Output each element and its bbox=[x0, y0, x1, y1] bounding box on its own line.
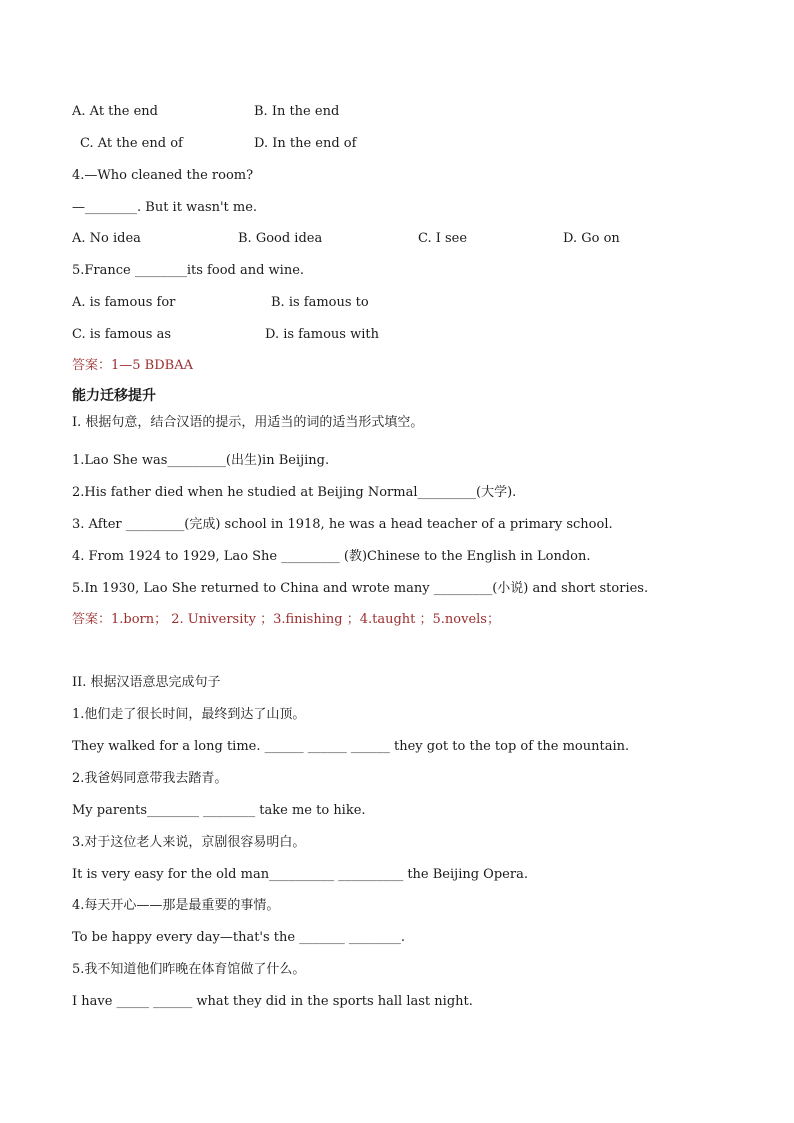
q3-option-c: C. At the end of bbox=[80, 136, 183, 151]
q4-option-a: A. No idea bbox=[72, 231, 141, 246]
q4-reply: —________. But it wasn't me. bbox=[72, 200, 258, 215]
answer-key-1: 答案：1—5 BDBAA bbox=[72, 358, 193, 373]
q4-option-b: B. Good idea bbox=[238, 231, 323, 246]
q3-option-a: A. At the end bbox=[72, 104, 158, 119]
q5-option-d: D. is famous with bbox=[265, 327, 379, 342]
q5-option-b: B. is famous to bbox=[271, 295, 369, 310]
q5-option-a: A. is famous for bbox=[72, 295, 176, 310]
part1-item-4: 4. From 1924 to 1929, Lao She _________ (教)Chinese to the English in London. bbox=[72, 549, 591, 564]
part2-item-4-chinese: 4.每天开心——那是最重要的事情。 bbox=[72, 898, 280, 913]
part1-item-1: 1.Lao She was_________(出生)in Beijing. bbox=[72, 453, 330, 468]
part2-heading: II. 根据汉语意思完成句子 bbox=[72, 675, 221, 690]
q4-option-c: C. I see bbox=[418, 231, 468, 246]
part2-item-1-chinese: 1.他们走了很长时间，最终到达了山顶。 bbox=[72, 707, 306, 722]
q4-question: 4.—Who cleaned the room? bbox=[72, 168, 254, 183]
part2-item-5-english: I have _____ ______ what they did in the sports hall last night. bbox=[72, 994, 473, 1009]
part1-item-3: 3. After _________(完成) school in 1918, he was a head teacher of a primary school. bbox=[72, 517, 613, 532]
q5-option-c: C. is famous as bbox=[72, 327, 172, 342]
part2-item-1-english: They walked for a long time. ______ ______ ______ they got to the top of the mountain. bbox=[72, 739, 630, 754]
part2-item-3-english: It is very easy for the old man__________ __________ the Beijing Opera. bbox=[72, 867, 528, 882]
answer-key-2: 答案：1.born； 2. University ；3.finishing ；4.taught ；5.novels； bbox=[72, 612, 500, 627]
part2-item-4-english: To be happy every day—that's the _______ ________. bbox=[72, 930, 405, 945]
part1-item-2: 2.His father died when he studied at Beijing Normal_________(大学). bbox=[72, 485, 517, 500]
part2-item-2-english: My parents________ ________ take me to hike. bbox=[72, 803, 366, 818]
q3-option-d: D. In the end of bbox=[254, 136, 357, 151]
q4-option-d: D. Go on bbox=[563, 231, 620, 246]
q3-option-b: B. In the end bbox=[254, 104, 340, 119]
q5-question: 5.France ________its food and wine. bbox=[72, 263, 305, 278]
part2-item-5-chinese: 5.我不知道他们昨晚在体育馆做了什么。 bbox=[72, 962, 306, 977]
section-title: 能力迁移提升 bbox=[72, 388, 156, 404]
part2-item-3-chinese: 3.对于这位老人来说，京剧很容易明白。 bbox=[72, 835, 306, 850]
part1-heading: I. 根据句意，结合汉语的提示，用适当的词的适当形式填空。 bbox=[72, 415, 424, 430]
part2-item-2-chinese: 2.我爸妈同意带我去踏青。 bbox=[72, 771, 228, 786]
part1-item-5: 5.In 1930, Lao She returned to China and wrote many _________(小说) and short stories. bbox=[72, 581, 649, 596]
